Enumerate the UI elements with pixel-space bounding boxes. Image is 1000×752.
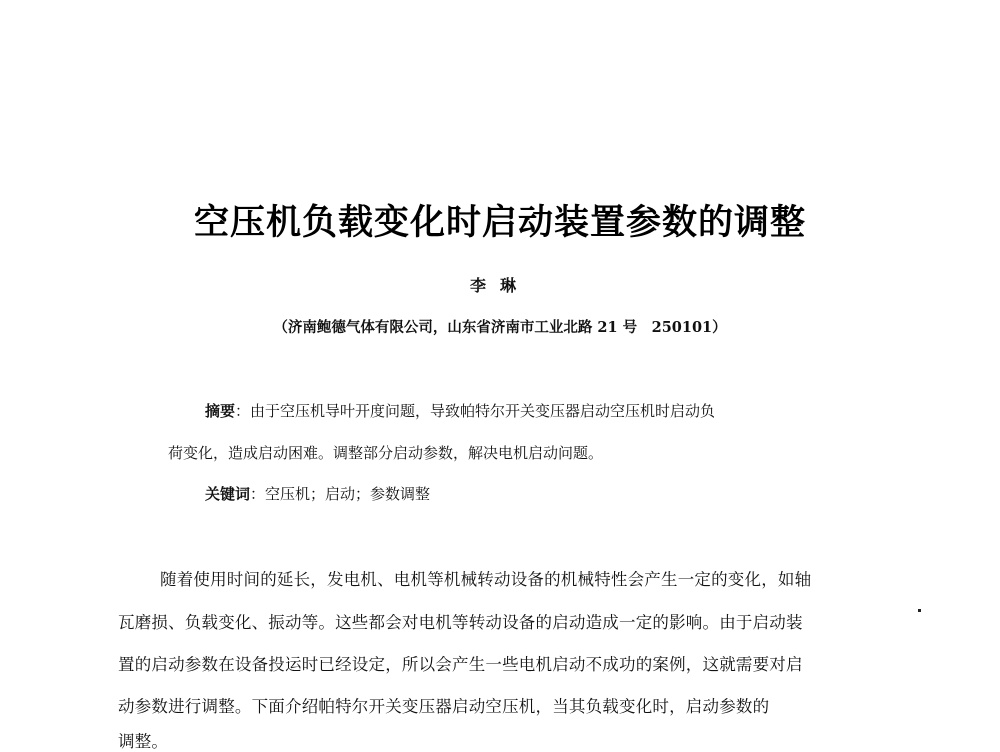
keywords-line: [205, 483, 430, 504]
scan-speck: [918, 609, 921, 612]
body-paragraph-line-4: 动参数进行调整。下面介绍帕特尔开关变压器启动空压机，当其负载变化时，启动参数的: [118, 697, 770, 716]
abstract-line-2: [168, 442, 603, 463]
paper-title: 空压机负载变化时启动装置参数的调整: [193, 202, 806, 243]
author-name: 李琳: [469, 276, 530, 295]
author-affiliation: （济南鲍德气体有限公司，山东省济南市工业北路 21 号 250101）: [273, 319, 727, 336]
body-paragraph-line-3: 置的启动参数在设备投运时已经设定，所以会产生一些电机启动不成功的案例，这就需要对启: [118, 655, 803, 674]
body-paragraph-line-5: 调整。: [118, 732, 169, 751]
abstract-label: 摘要: [205, 402, 236, 420]
body-paragraph-line-2: 瓦磨损、负载变化、振动等。这些都会对电机等转动设备的启动造成一定的影响。由于启动装: [118, 613, 803, 632]
body-paragraph-line-1: 随着使用时间的延长，发电机、电机等机械转动设备的机械特性会产生一定的变化，如轴: [160, 570, 812, 589]
abstract-text-2: 荷变化，造成启动困难。调整部分启动参数，解决电机启动问题。: [168, 444, 604, 462]
abstract-text-1: ：由于空压机导叶开度问题，导致帕特尔开关变压器启动空压机时启动负: [235, 402, 716, 420]
keywords-text: ：空压机；启动；参数调整: [250, 485, 431, 503]
abstract-line-1: [205, 400, 715, 421]
keywords-label: 关键词: [205, 485, 251, 503]
